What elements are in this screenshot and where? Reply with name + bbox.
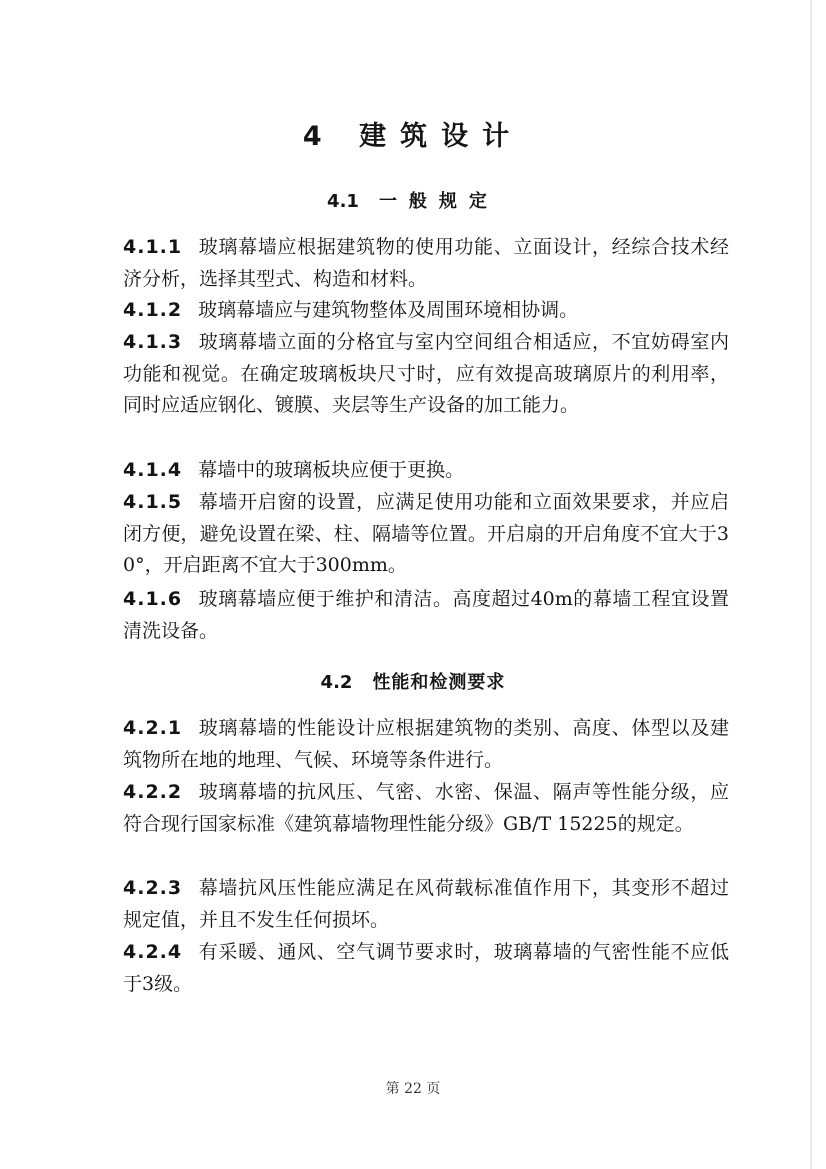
clause-4-1-2 bbox=[123, 295, 729, 327]
clause-4-2-2 bbox=[123, 777, 729, 840]
clause-4-2-3 bbox=[123, 873, 729, 936]
clause-number: 4.2.4 bbox=[123, 941, 183, 963]
clause-text: 玻璃幕墙的抗风压、气密、水密、保温、隔声等性能分级，应符合现行国家标准《建筑幕墙物理性能分级》GB/T 15225的规定。 bbox=[123, 781, 729, 835]
section-title: 性能和检测要求 bbox=[372, 672, 506, 693]
clause-text: 有采暖、通风、空气调节要求时，玻璃幕墙的气密性能不应低于3级。 bbox=[123, 941, 729, 995]
clause-text: 玻璃幕墙应根据建筑物的使用功能、立面设计，经综合技术经济分析，选择其型式、构造和材料。 bbox=[123, 236, 729, 290]
clause-number: 4.2.2 bbox=[123, 781, 183, 803]
clause-4-1-3 bbox=[123, 327, 729, 422]
clause-text: 玻璃幕墙应与建筑物整体及周围环境相协调。 bbox=[198, 299, 579, 321]
clause-4-1-6 bbox=[123, 584, 729, 647]
section-title: 一般规定 bbox=[378, 191, 499, 212]
chapter-heading bbox=[0, 114, 826, 153]
clause-4-1-5 bbox=[123, 487, 729, 582]
clause-text: 玻璃幕墙应便于维护和清洁。高度超过40m的幕墙工程宜设置清洗设备。 bbox=[123, 588, 729, 642]
clause-number: 4.1.6 bbox=[123, 588, 183, 610]
chapter-title: 建筑设计 bbox=[359, 121, 524, 152]
clause-number: 4.2.3 bbox=[123, 877, 183, 899]
clause-text: 幕墙抗风压性能应满足在风荷载标准值作用下，其变形不超过规定值，并且不发生任何损坏。 bbox=[123, 877, 729, 931]
clause-number: 4.1.4 bbox=[123, 459, 183, 481]
clause-number: 4.1.2 bbox=[123, 299, 183, 321]
clause-4-1-4 bbox=[123, 455, 729, 487]
chapter-number: 4 bbox=[302, 121, 336, 152]
clause-number: 4.1.3 bbox=[123, 331, 183, 353]
clause-text: 玻璃幕墙的性能设计应根据建筑物的类别、高度、体型以及建筑物所在地的地理、气候、环境等条件进行。 bbox=[123, 717, 729, 771]
page-edge-shadow bbox=[810, 0, 812, 1169]
section-heading-4-2 bbox=[0, 668, 826, 694]
clause-4-2-1 bbox=[123, 713, 729, 776]
section-number: 4.1 bbox=[327, 191, 359, 212]
clause-text: 幕墙开启窗的设置，应满足使用功能和立面效果要求，并应启闭方便，避免设置在梁、柱、隔墙等位置。开启扇的开启角度不宜大于30°，开启距离不宜大于300mm。 bbox=[123, 491, 729, 576]
clause-number: 4.1.1 bbox=[123, 236, 183, 258]
section-number: 4.2 bbox=[320, 672, 353, 693]
clause-text: 幕墙中的玻璃板块应便于更换。 bbox=[198, 459, 465, 481]
page-number: 第 22 页 bbox=[385, 1081, 441, 1097]
clause-number: 4.2.1 bbox=[123, 717, 183, 739]
clause-4-1-1 bbox=[123, 232, 729, 295]
clause-4-2-4 bbox=[123, 937, 729, 1000]
clause-number: 4.1.5 bbox=[123, 491, 183, 513]
clause-text: 玻璃幕墙立面的分格宜与室内空间组合相适应，不宜妨碍室内功能和视觉。在确定玻璃板块尺寸时，应有效提高玻璃原片的利用率，同时应适应钢化、镀膜、夹层等生产设备的加工能力。 bbox=[123, 331, 729, 416]
section-heading-4-1 bbox=[0, 187, 826, 213]
